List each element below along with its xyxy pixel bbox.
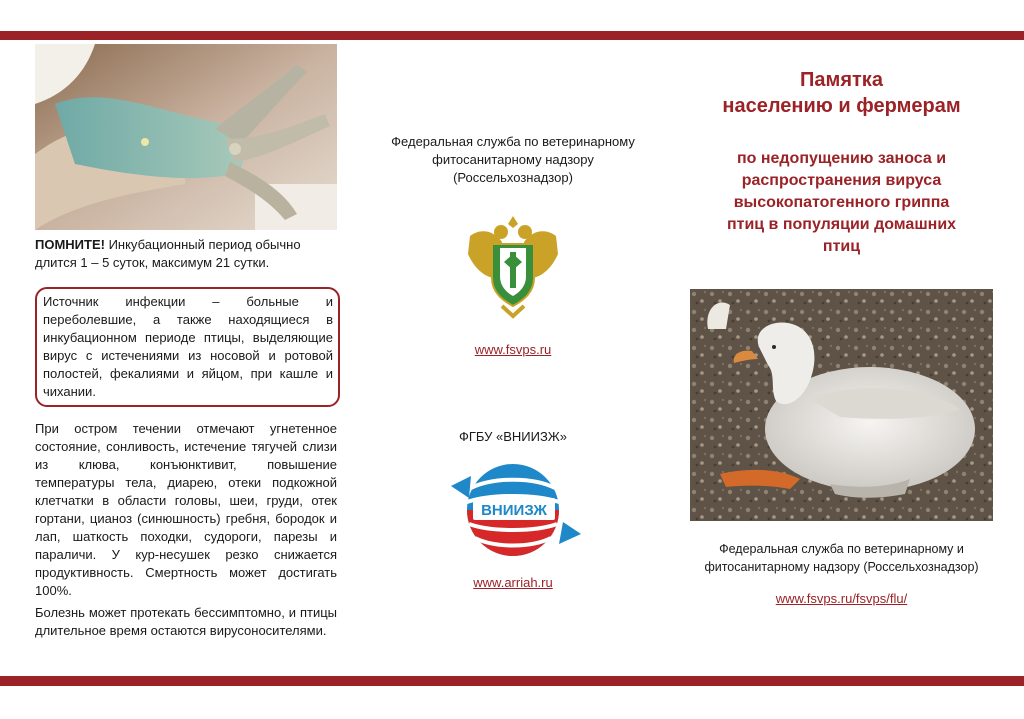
flu-info-link[interactable]: www.fsvps.ru/fsvps/flu/ <box>775 591 908 606</box>
agency-footer <box>690 540 993 576</box>
fsvps-link[interactable]: www.fsvps.ru <box>474 342 552 357</box>
symptoms-paragraph: При остром течении отмечают угнетенное состояние, сонливость, истечение тягучей слизи из клюва, конъюнктивит, повышение температуры тела, диарею, отеки подкожной клетчатки в области головы, шеи, груди, отек гортани, цианоз (синюшность) гребня, бородок и лап, шаткость походки, судороги, парезы и параличи. У кур-несушек резко снижается продуктивность. Смертность может достигать 100%. <box>35 421 337 598</box>
agency-name <box>368 133 658 187</box>
sick-goose-photo <box>690 289 993 521</box>
remember-note <box>35 236 337 272</box>
remember-text: Инкубационный период обычно длится 1 – 5 суток, максимум 21 сутки. <box>35 237 301 270</box>
agency-name-line: фитосанитарному надзору <box>432 152 594 167</box>
subtitle-line: высокопатогенного гриппа <box>733 194 950 211</box>
agency-footer-line: фитосанитарному надзору (Россельхознадзор) <box>704 560 979 574</box>
page-title <box>690 67 993 119</box>
left-column <box>35 40 337 676</box>
subtitle-line: по недопущению заноса и <box>736 150 947 167</box>
top-border-bar <box>0 31 1024 40</box>
asymptomatic-paragraph: Болезнь может протекать бессимптомно, и птицы длительное время остаются вирусоносителями. <box>35 605 337 638</box>
bottom-border-bar <box>0 676 1024 686</box>
fgbu-name: ФГБУ «ВНИИЗЖ» <box>458 429 568 444</box>
remember-label: ПОМНИТЕ! <box>35 237 105 252</box>
vniizh-logo-text: ВНИИЗЖ <box>481 502 547 519</box>
rosselkhoznadzor-emblem-icon <box>456 208 570 322</box>
page-subtitle <box>690 148 993 258</box>
agency-name-line: Федеральная служба по ветеринарному <box>391 134 635 149</box>
right-column <box>690 40 993 676</box>
agency-name-line: (Россельхознадзор) <box>453 170 573 185</box>
bird-feet-photo <box>35 44 337 230</box>
agency-footer-line: Федеральная служба по ветеринарному и <box>719 542 964 556</box>
vniizh-logo-icon <box>451 458 581 562</box>
middle-column <box>368 40 658 676</box>
title-line: Памятка <box>800 69 883 91</box>
arriah-link[interactable]: www.arriah.ru <box>473 575 553 590</box>
infection-source-box: Источник инфекции – больные и переболевшие, а также находящиеся в инкубационном периоде птицы, выделяющие вирус с истечениями из носовой и ротовой полостей, фекалиями и яйцом, при кашле и чихании. <box>35 287 340 407</box>
subtitle-line: распространения вируса <box>741 172 942 189</box>
subtitle-line: птиц в популяции домашних <box>726 216 957 233</box>
subtitle-line: птиц <box>822 238 861 255</box>
title-line: населению и фермерам <box>722 95 961 117</box>
